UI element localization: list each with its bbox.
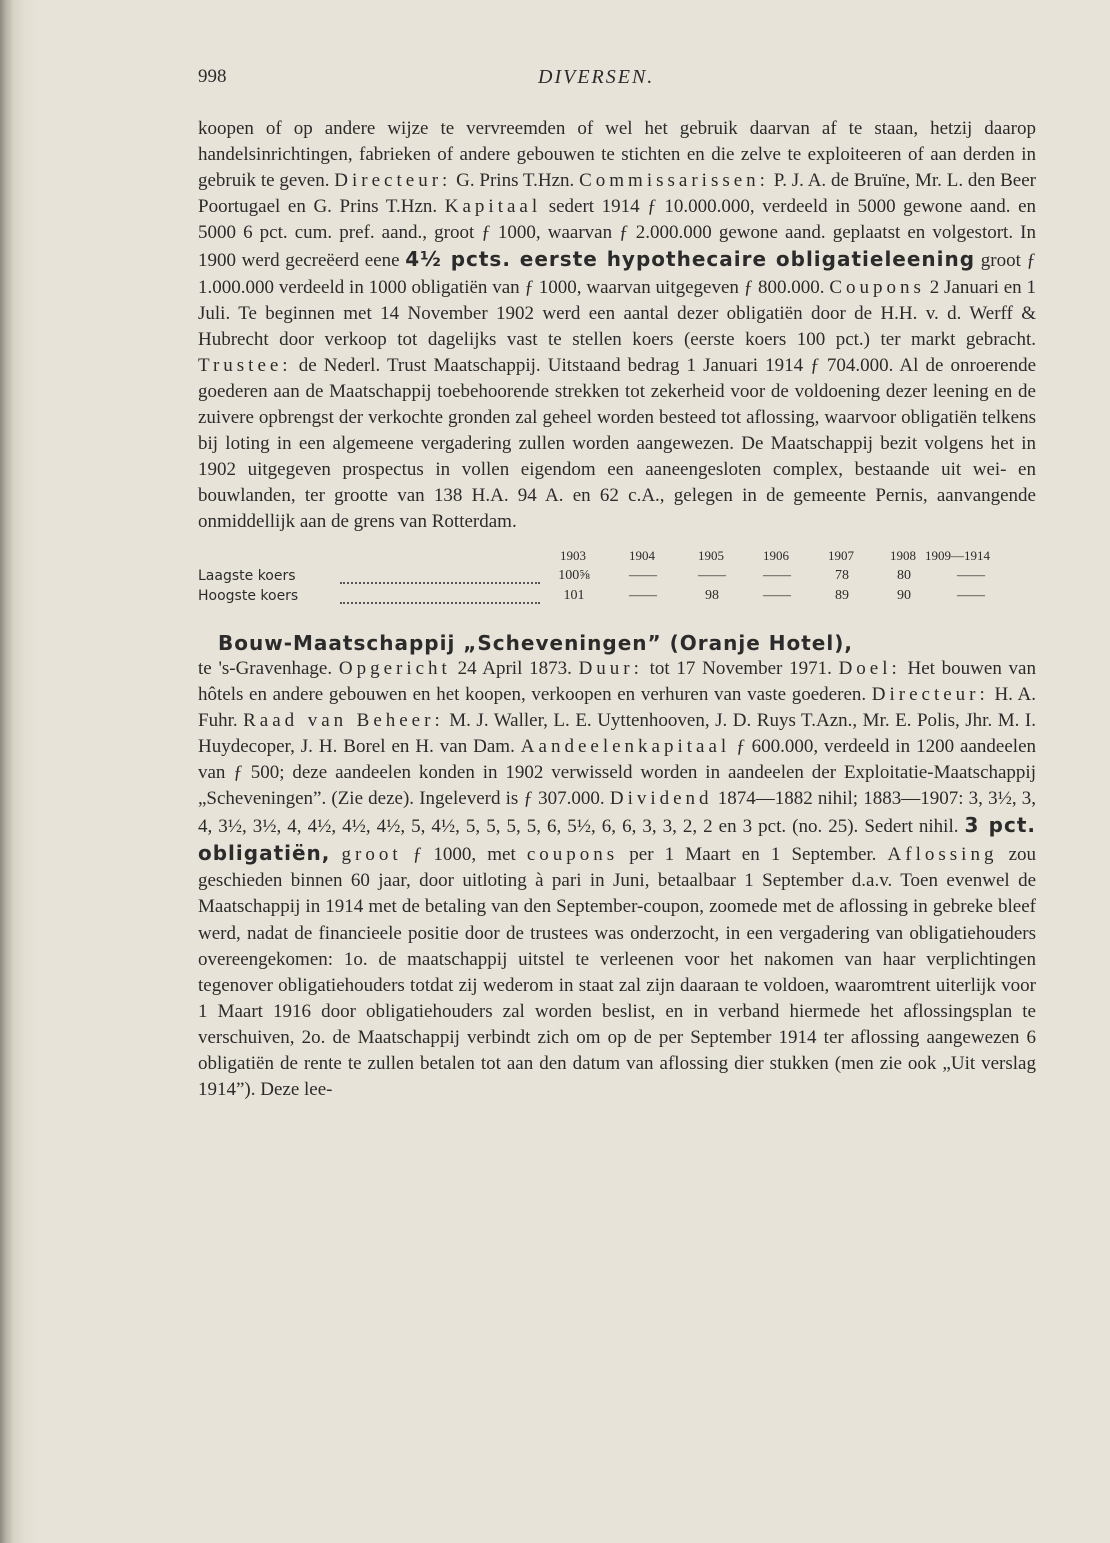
spaced-term-raad-van-beheer: Raad van Beheer:	[243, 709, 444, 731]
spaced-term-groot: groot	[341, 844, 402, 866]
text-run: groot ƒ 1.000.000 verdeeld in 1000 obligatiën van ƒ 1000, waarvan uitgegeven ƒ 800.000.	[198, 250, 1037, 298]
table-cell: ——	[629, 587, 657, 603]
year-header: 1903	[560, 547, 586, 563]
spaced-term-commissarissen: Commissarissen:	[579, 170, 769, 192]
table-cell: ——	[957, 567, 985, 583]
section-heading: Bouw-Maatschappij „Scheveningen” (Oranje Hotel),	[218, 630, 853, 655]
page-header	[198, 60, 1038, 96]
bold-term-obligatien: 3 pct. obligatiën,	[198, 813, 1036, 866]
spaced-term-trustee: Trustee:	[198, 354, 292, 376]
table-cell: ——	[763, 587, 791, 603]
table-cell: 90	[897, 587, 911, 603]
page-number: 998	[198, 66, 227, 87]
table-cell: ——	[629, 567, 657, 583]
paragraph-continuation	[198, 116, 1036, 536]
page-body	[198, 116, 1036, 1103]
year-header: 1904	[629, 547, 655, 563]
year-header: 1909—1914	[925, 547, 990, 563]
text-run: 1874—1882 nihil; 1883—1907: 3, 3½, 3, 4, 3½, 3½, 4, 4½, 4½, 4½, 5, 4½, 5, 5, 5, 5, 6, 5½, 6, 6, 3, 3, 2, 2 en 3 pct. (no. 25). Sedert nihil.	[198, 788, 1036, 838]
spaced-term-coupons: Coupons	[829, 276, 925, 298]
text-run: Het bouwen van hôtels en andere gebouwen en het koopen, verkoopen en verhuren van vaste goederen.	[198, 657, 1036, 705]
spaced-term-duur: Duur:	[578, 657, 643, 679]
text-run: de Nederl. Trust Maatschappij. Uitstaand bedrag 1 Januari 1914 ƒ 704.000. Al de onroerende goederen aan de Maatschappij toebehoorende strekken tot zekerheid voor de voldoening dezer leening en de zuivere opbrengst der verkochte gronden zal geheel worden besteed tot aflossing, waarvoor obligatiën telkens bij loting in een algemeene vergadering zullen worden aangewezen. De Maatschappij bezit volgens het in 1902 uitgegeven prospectus in vollen eigendom een aaneengesloten complex, bestaande uit wei- en bouwlanden, ter grootte van 138 H.A. 94 A. en 62 c.A., gelegen in de gemeente Pernis, aanvangende onmiddellijk aan de grens van Rotterdam.	[198, 354, 1036, 533]
table-cell: 101	[563, 587, 585, 603]
spaced-term-aflossing: Aflossing	[887, 844, 998, 866]
table-cell: 89	[835, 587, 849, 603]
year-header: 1906	[763, 547, 789, 563]
table-cell: ——	[763, 567, 791, 583]
spaced-term-kapitaal: Kapitaal	[444, 196, 542, 218]
spaced-term-dividend: Dividend	[609, 788, 713, 810]
year-header: 1907	[828, 547, 854, 563]
text-run: zou geschieden binnen 60 jaar, door uitloting à pari in Juni, betaalbaar 1 September d.a.v. Toen evenwel de Maatschappij in 1914 met de betaling van den September-coupon, zoomede met de aflossing in gebreke bleef werd, nadat de financieele positie door de trustees was onderzocht, in een vergadering van obligatiehouders overeengekomen: 1o. de maatschappij uitstel te verleenen voor het nakomen van haar verplichtingen tegenover obligatiehouders totdat zij wederom in staat zal zijn daaraan te voldoen, waaromtrent uiterlijk voor 1 Maart 1916 door obligatiehouders zal worden beslist, en in verband hiermede het aflossingsplan te verschuiven, 2o. de Maatschappij verbindt zich om op de per September 1914 ter aflossing aangewezen 6 obligatiën de rente te zullen betalen tot aan den datum van aflossing dier stukken (men zie ook „Uit verslag 1914”). Deze lee-	[198, 844, 1037, 1101]
table-cell: ——	[957, 587, 985, 603]
text-run: tot 17 November 1971.	[642, 657, 839, 679]
koers-row-hoogste	[198, 586, 1036, 606]
text-run: te 's-Gravenhage.	[198, 657, 339, 679]
table-cell: 98	[705, 587, 719, 603]
table-cell: 80	[897, 567, 911, 583]
bold-term-obligatieleening: 4½ pcts. eerste hypothecaire obligatieleening	[405, 247, 976, 272]
spaced-term-directeur: Directeur:	[871, 683, 989, 705]
text-run: ƒ 600.000, verdeeld in 1200 aandeelen van ƒ 500; deze aandeelen konden in 1902 verwisseld worden in aandeelen der Exploitatie-Maatschappij „Scheveningen”. (Zie deze). Ingeleverd is ƒ 307.000.	[198, 735, 1036, 810]
text-run: sedert 1914 ƒ 10.000.000, verdeeld in 5000 gewone aand. en 5000 6 pct. cum. pref. aand., groot ƒ 1000, waarvan ƒ 2.000.000 gewone aand. geplaatst en volgestort. In 1900 werd gecreëerd eene	[198, 196, 1036, 272]
row-label: Laagste koers	[198, 567, 296, 584]
spaced-term-coupons: coupons	[526, 844, 619, 866]
running-head: DIVERSEN.	[538, 66, 655, 88]
text-run: 2 Januari en 1 Juli. Te beginnen met 14 November 1902 werd een aantal dezer obligatiën door de H.H. v. d. Werff & Hubrecht door verkoop tot dagelijks vast te stellen koers (eerste koers 100 pct.) ter markt gebracht.	[198, 276, 1036, 350]
leader-dots	[340, 568, 540, 584]
text-run: 24 April 1873.	[450, 657, 579, 679]
koers-row-laagste	[198, 566, 1036, 586]
text-run: per 1 Maart en 1 September.	[618, 844, 888, 866]
text-run: M. J. Waller, L. E. Uyttenhooven, J. D. Ruys T.Azn., Mr. E. Polis, Jhr. M. I. Huydecoper, J. H. Borel en H. van Dam.	[198, 709, 1036, 757]
table-cell: 78	[835, 567, 849, 583]
text-run: P. J. A. de Bruïne, Mr. L. den Beer Poortugael en G. Prins T.Hzn.	[198, 170, 1036, 218]
section-paragraph	[198, 656, 1036, 1104]
text-run: H. A. Fuhr.	[198, 683, 1036, 731]
koers-table	[198, 538, 1036, 608]
year-header: 1908	[890, 547, 916, 563]
text-run: koopen of op andere wijze te vervreemden of wel het gebruik daarvan af te staan, hetzij daarop handelsinrichtingen, fabrieken of andere gebouwen te stichten en die zelve te exploiteeren of aan derden in gebruik te geven.	[198, 118, 1036, 192]
spaced-term-directeur: Directeur:	[334, 170, 452, 192]
spaced-term-aandeelenkapitaal: Aandeelenkapitaal	[520, 735, 731, 757]
table-cell: ——	[698, 567, 726, 583]
row-label: Hoogste koers	[198, 587, 299, 604]
spaced-term-opgericht: Opgericht	[338, 657, 451, 679]
text-run	[330, 844, 341, 865]
year-header: 1905	[698, 547, 724, 563]
text-run: G. Prins T.Hzn.	[451, 170, 580, 192]
leader-dots	[340, 588, 540, 604]
spaced-term-doel: Doel:	[838, 657, 901, 679]
table-cell: 100⅝	[558, 567, 590, 583]
text-run: ƒ 1000, met	[401, 844, 527, 866]
